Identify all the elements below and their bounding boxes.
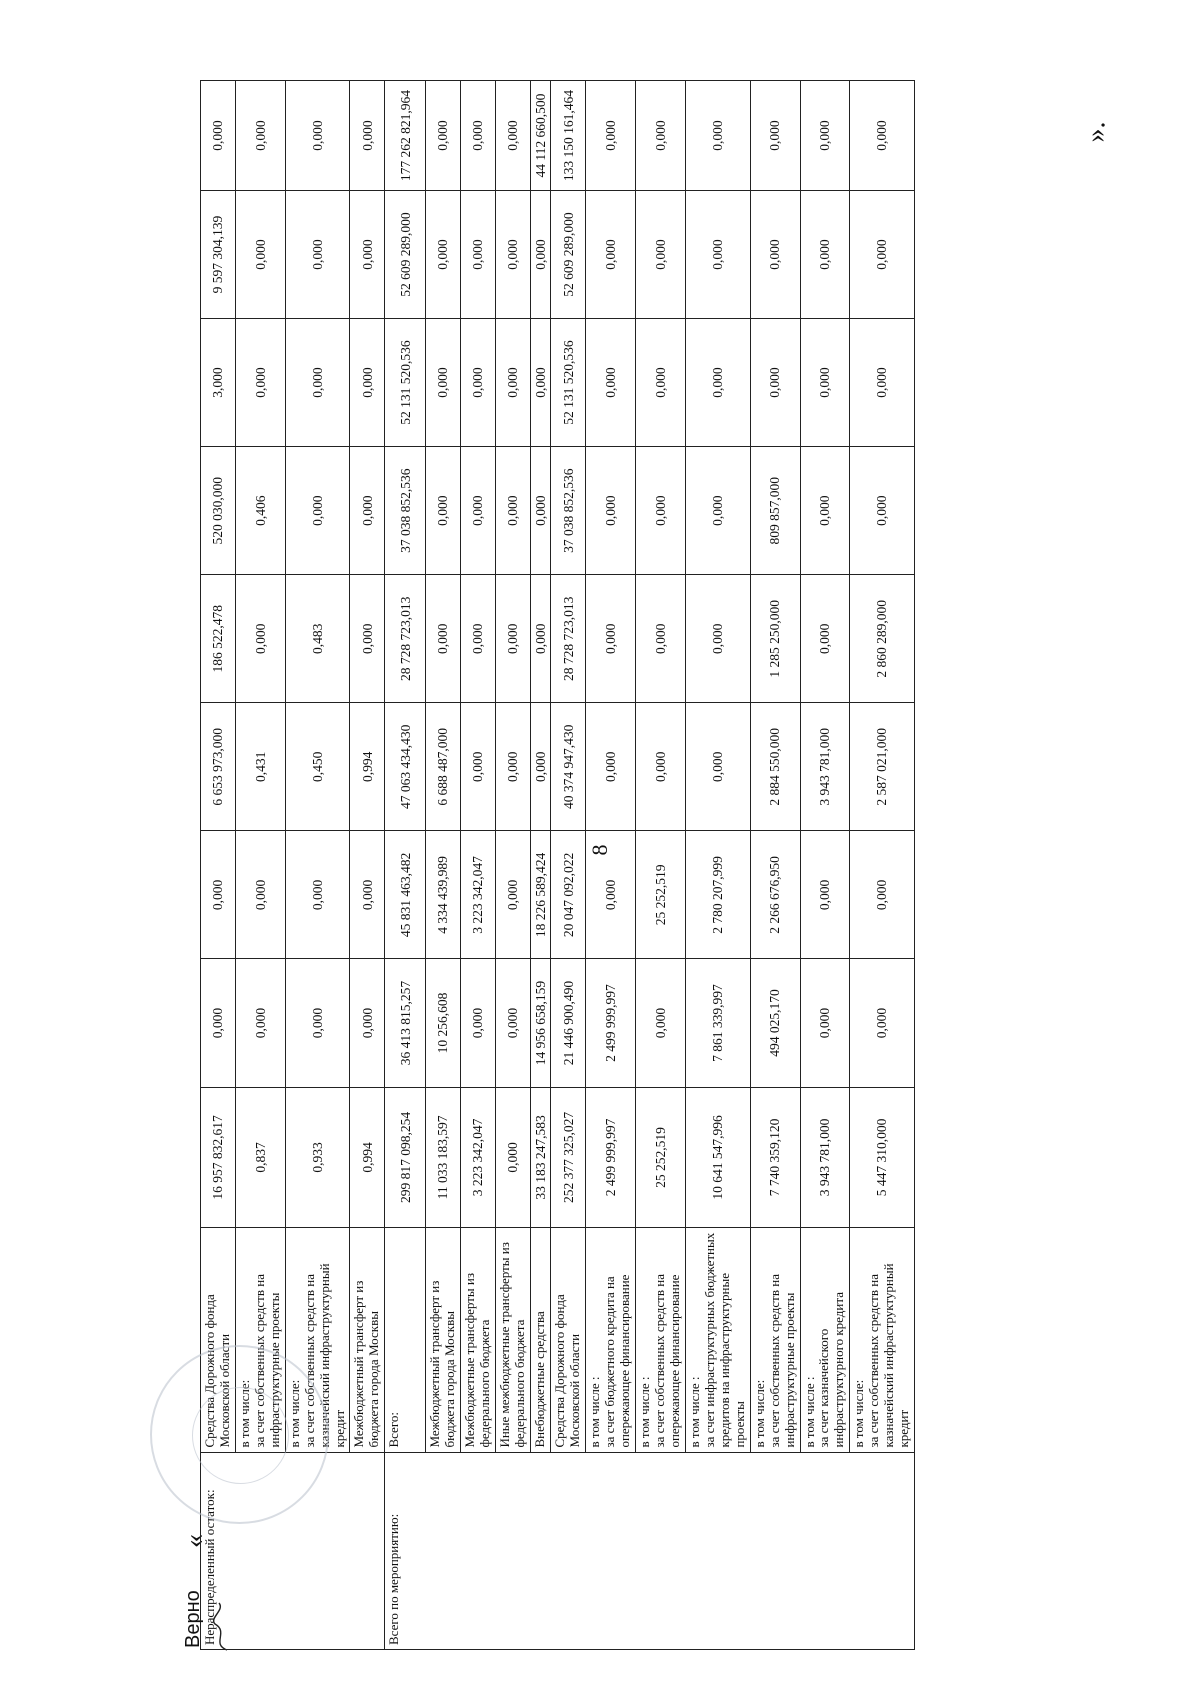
value-cell: 0,000 — [530, 190, 551, 318]
table-row — [530, 81, 551, 1650]
signature-icon — [207, 1600, 233, 1655]
value-cell: 0,000 — [461, 959, 496, 1087]
value-cell: 3 943 781,000 — [800, 703, 850, 831]
value-cell: 0,000 — [685, 319, 750, 447]
value-cell: 0,000 — [750, 81, 800, 191]
value-cell: 177 262 821,964 — [385, 81, 426, 191]
value-cell: 11 033 183,597 — [426, 1087, 461, 1228]
row-label-line: за счет собственных средств на инфраструктурные проекты — [766, 1274, 797, 1448]
row-label-line: за счет собственных средств на инфраструктурные проекты — [251, 1274, 282, 1448]
row-label-line: в том числе: — [286, 1379, 302, 1448]
value-cell: 0,000 — [285, 447, 350, 575]
value-cell: 0,000 — [636, 575, 686, 703]
section-label: Всего по мероприятию: — [385, 1452, 915, 1649]
row-label-line: в том числе : — [587, 1376, 603, 1448]
value-cell: 2 266 676,950 — [750, 831, 800, 959]
value-cell: 0,431 — [235, 703, 285, 831]
value-cell: 0,000 — [800, 319, 850, 447]
value-cell: 0,000 — [235, 319, 285, 447]
value-cell: 0,000 — [496, 959, 531, 1087]
row-label — [750, 1228, 800, 1452]
value-cell: 37 038 852,536 — [385, 447, 426, 575]
row-label: Межбюджетный трансферт из бюджета города Москвы — [426, 1228, 461, 1452]
value-cell: 3 943 781,000 — [800, 1087, 850, 1228]
table-row — [496, 81, 531, 1650]
value-cell: 0,000 — [685, 447, 750, 575]
value-cell: 0,000 — [586, 703, 636, 831]
value-cell: 52 131 520,536 — [385, 319, 426, 447]
table-row — [685, 81, 750, 1650]
value-cell: 0,000 — [800, 447, 850, 575]
value-cell: 0,000 — [285, 190, 350, 318]
value-cell: 0,000 — [800, 575, 850, 703]
value-cell: 2 499 999,997 — [586, 1087, 636, 1228]
rotated-table-container — [200, 80, 1068, 1650]
value-cell: 0,000 — [496, 81, 531, 191]
table-row — [385, 81, 426, 1650]
value-cell: 0,000 — [350, 81, 385, 191]
value-cell: 25 252,519 — [636, 831, 686, 959]
value-cell: 28 728 723,013 — [385, 575, 426, 703]
row-label-line: за счет собственных средств на казначейский инфраструктурный кредит — [301, 1263, 347, 1448]
value-cell: 0,000 — [496, 447, 531, 575]
value-cell: 0,000 — [426, 190, 461, 318]
row-label-line: в том числе: — [751, 1379, 767, 1448]
row-label-line: за счет собственных средств на казначейский инфраструктурный кредит — [866, 1263, 912, 1448]
value-cell: 0,000 — [350, 831, 385, 959]
value-cell: 3 223 342,047 — [461, 1087, 496, 1228]
value-cell: 40 374 947,430 — [551, 703, 586, 831]
value-cell: 0,000 — [426, 81, 461, 191]
value-cell: 0,000 — [285, 831, 350, 959]
row-label — [685, 1228, 750, 1452]
row-label: Внебюджетные средства — [530, 1228, 551, 1452]
value-cell: 0,000 — [461, 319, 496, 447]
value-cell: 0,000 — [530, 319, 551, 447]
value-cell: 0,000 — [586, 447, 636, 575]
value-cell: 6 653 973,000 — [201, 703, 236, 831]
value-cell: 0,000 — [426, 575, 461, 703]
value-cell: 133 150 161,464 — [551, 81, 586, 191]
value-cell: 1 285 250,000 — [750, 575, 800, 703]
value-cell: 0,000 — [586, 81, 636, 191]
value-cell: 0,000 — [285, 81, 350, 191]
value-cell: 0,000 — [685, 703, 750, 831]
value-cell: 809 857,000 — [750, 447, 800, 575]
row-label: Межбюджетный трансферт из бюджета города Москвы — [350, 1228, 385, 1452]
table-row — [850, 81, 915, 1650]
table-row — [426, 81, 461, 1650]
value-cell: 0,000 — [636, 447, 686, 575]
row-label-line: за счет казначейского инфраструктурного кредита — [816, 1292, 847, 1448]
value-cell: 0,000 — [850, 959, 915, 1087]
value-cell: 0,000 — [496, 1087, 531, 1228]
value-cell: 7 740 359,120 — [750, 1087, 800, 1228]
row-label: Межбюджетные трансферты из федерального бюджета — [461, 1228, 496, 1452]
value-cell: 2 780 207,999 — [685, 831, 750, 959]
value-cell: 0,000 — [586, 190, 636, 318]
value-cell: 6 688 487,000 — [426, 703, 461, 831]
value-cell: 494 025,170 — [750, 959, 800, 1087]
value-cell: 0,000 — [850, 319, 915, 447]
value-cell: 0,000 — [750, 190, 800, 318]
table-row — [750, 81, 800, 1650]
value-cell: 0,000 — [285, 319, 350, 447]
row-label-line: в том числе: — [236, 1379, 252, 1448]
value-cell: 0,000 — [800, 959, 850, 1087]
value-cell: 0,000 — [750, 319, 800, 447]
value-cell: 2 499 999,997 — [586, 959, 636, 1087]
table-row — [461, 81, 496, 1650]
value-cell: 2 884 550,000 — [750, 703, 800, 831]
table-row — [350, 81, 385, 1650]
value-cell: 299 817 098,254 — [385, 1087, 426, 1228]
table-row — [636, 81, 686, 1650]
value-cell: 2 587 021,000 — [850, 703, 915, 831]
page-number: 8 — [587, 844, 612, 856]
row-label — [850, 1228, 915, 1452]
value-cell: 0,000 — [235, 831, 285, 959]
value-cell: 0,000 — [461, 575, 496, 703]
value-cell: 0,000 — [235, 81, 285, 191]
official-stamp — [150, 1345, 329, 1524]
value-cell: 0,000 — [461, 190, 496, 318]
value-cell: 0,000 — [235, 959, 285, 1087]
closing-quote: ». — [1080, 121, 1112, 143]
value-cell: 0,000 — [235, 190, 285, 318]
value-cell: 10 641 547,996 — [685, 1087, 750, 1228]
value-cell: 0,000 — [350, 319, 385, 447]
value-cell: 0,450 — [285, 703, 350, 831]
value-cell: 10 256,608 — [426, 959, 461, 1087]
value-cell: 0,994 — [350, 703, 385, 831]
value-cell: 0,000 — [850, 81, 915, 191]
row-label-line: в том числе : — [801, 1376, 817, 1448]
value-cell: 0,000 — [636, 959, 686, 1087]
row-label-line: в том числе: — [851, 1379, 867, 1448]
value-cell: 0,000 — [800, 190, 850, 318]
value-cell: 0,000 — [496, 575, 531, 703]
row-label — [586, 1228, 636, 1452]
value-cell: 47 063 434,430 — [385, 703, 426, 831]
value-cell: 0,000 — [201, 831, 236, 959]
value-cell: 5 447 310,000 — [850, 1087, 915, 1228]
value-cell: 28 728 723,013 — [551, 575, 586, 703]
value-cell: 0,000 — [530, 703, 551, 831]
value-cell: 44 112 660,500 — [530, 81, 551, 191]
row-label-line: за счет инфраструктурных бюджетных кредитов на инфраструктурные проекты — [701, 1232, 747, 1448]
value-cell: 14 956 658,159 — [530, 959, 551, 1087]
value-cell: 16 957 832,617 — [201, 1087, 236, 1228]
value-cell: 52 609 289,000 — [385, 190, 426, 318]
value-cell: 0,000 — [636, 319, 686, 447]
value-cell: 20 047 092,022 — [551, 831, 586, 959]
section-label: Нераспределенный остаток: — [201, 1452, 385, 1649]
value-cell: 0,000 — [586, 831, 636, 959]
value-cell: 186 522,478 — [201, 575, 236, 703]
value-cell: 0,933 — [285, 1087, 350, 1228]
value-cell: 37 038 852,536 — [551, 447, 586, 575]
value-cell: 0,000 — [586, 319, 636, 447]
row-label: Средства Дорожного фонда Московской области — [551, 1228, 586, 1452]
value-cell: 33 183 247,583 — [530, 1087, 551, 1228]
value-cell: 2 860 289,000 — [850, 575, 915, 703]
value-cell: 0,000 — [496, 190, 531, 318]
certification-word: Верно — [182, 1590, 204, 1648]
row-label-line: в том числе : — [686, 1376, 702, 1448]
value-cell: 0,000 — [201, 959, 236, 1087]
stamp-inner-ring — [192, 1387, 289, 1484]
table-row — [551, 81, 586, 1650]
value-cell: 0,000 — [426, 319, 461, 447]
value-cell: 0,000 — [850, 190, 915, 318]
value-cell: 0,000 — [461, 447, 496, 575]
row-label — [800, 1228, 850, 1452]
value-cell: 0,000 — [235, 575, 285, 703]
value-cell: 4 334 439,989 — [426, 831, 461, 959]
value-cell: 0,000 — [636, 190, 686, 318]
value-cell: 0,000 — [530, 575, 551, 703]
value-cell: 52 609 289,000 — [551, 190, 586, 318]
value-cell: 0,000 — [426, 447, 461, 575]
value-cell: 0,000 — [530, 447, 551, 575]
value-cell: 0,837 — [235, 1087, 285, 1228]
table-row — [586, 81, 636, 1650]
value-cell: 0,000 — [285, 959, 350, 1087]
value-cell: 0,000 — [800, 831, 850, 959]
value-cell: 0,000 — [350, 959, 385, 1087]
value-cell: 36 413 815,257 — [385, 959, 426, 1087]
value-cell: 0,994 — [350, 1087, 385, 1228]
value-cell: 0,000 — [201, 81, 236, 191]
row-label-line: за счет собственных средств на опережающее финансирование — [652, 1274, 683, 1448]
value-cell: 0,000 — [496, 831, 531, 959]
value-cell: 0,000 — [850, 447, 915, 575]
row-label: Иные межбюджетные трансферты из федерального бюджета — [496, 1228, 531, 1452]
value-cell: 52 131 520,536 — [551, 319, 586, 447]
value-cell: 0,000 — [685, 81, 750, 191]
value-cell: 252 377 325,027 — [551, 1087, 586, 1228]
value-cell: 0,000 — [636, 703, 686, 831]
value-cell: 3,000 — [201, 319, 236, 447]
row-label: Средства Дорожного фонда Московской области — [201, 1228, 236, 1452]
row-label: Всего: — [385, 1228, 426, 1452]
value-cell: 9 597 304,139 — [201, 190, 236, 318]
value-cell: 0,000 — [586, 575, 636, 703]
value-cell: 0,000 — [800, 81, 850, 191]
row-label-line: за счет бюджетного кредита на опережающее финансирование — [602, 1274, 633, 1448]
opening-quote: « — [179, 1534, 210, 1548]
value-cell: 45 831 463,482 — [385, 831, 426, 959]
value-cell: 0,000 — [350, 447, 385, 575]
value-cell: 18 226 589,424 — [530, 831, 551, 959]
table-row — [800, 81, 850, 1650]
value-cell: 21 446 900,490 — [551, 959, 586, 1087]
value-cell: 0,000 — [350, 575, 385, 703]
value-cell: 0,000 — [461, 81, 496, 191]
value-cell: 7 861 339,997 — [685, 959, 750, 1087]
value-cell: 0,000 — [685, 575, 750, 703]
value-cell: 0,483 — [285, 575, 350, 703]
value-cell: 25 252,519 — [636, 1087, 686, 1228]
value-cell: 0,406 — [235, 447, 285, 575]
row-label-line: в том числе : — [637, 1376, 653, 1448]
row-label — [636, 1228, 686, 1452]
value-cell: 0,000 — [461, 703, 496, 831]
value-cell: 0,000 — [496, 703, 531, 831]
value-cell: 0,000 — [850, 831, 915, 959]
value-cell: 0,000 — [350, 190, 385, 318]
value-cell: 0,000 — [496, 319, 531, 447]
value-cell: 0,000 — [685, 190, 750, 318]
value-cell: 0,000 — [636, 81, 686, 191]
value-cell: 3 223 342,047 — [461, 831, 496, 959]
value-cell: 520 030,000 — [201, 447, 236, 575]
